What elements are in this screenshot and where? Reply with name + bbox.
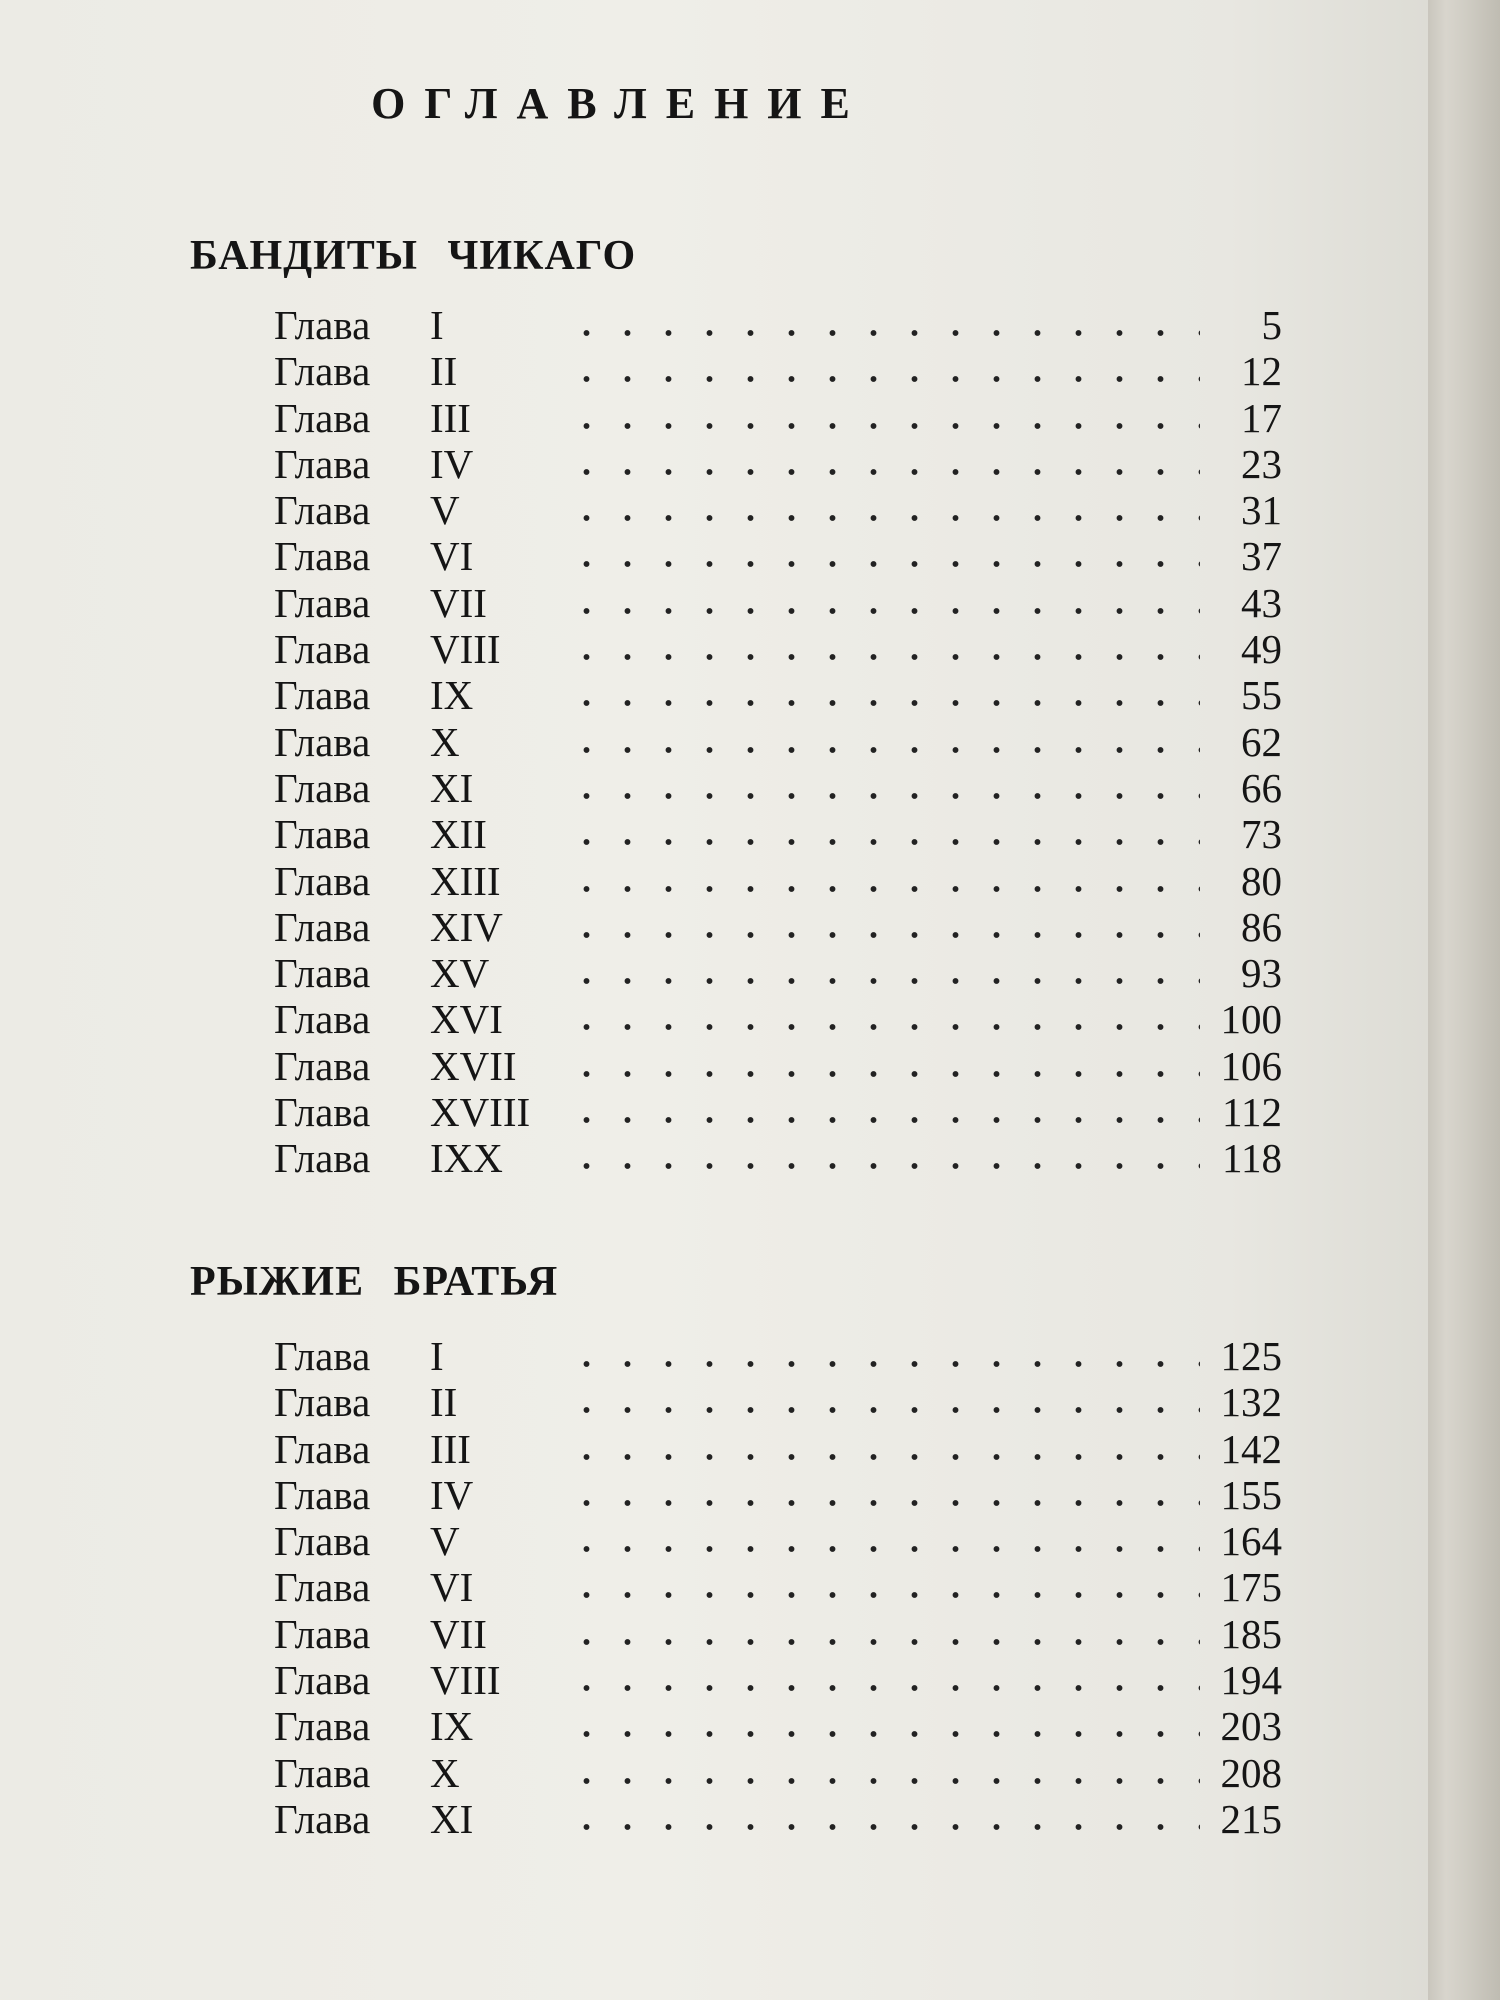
- chapter-label: Глава: [274, 1333, 371, 1379]
- toc-entry: [274, 719, 1282, 765]
- chapter-numeral: X: [430, 1749, 460, 1796]
- page-number: 23: [1241, 440, 1282, 487]
- chapter-numeral: III: [430, 394, 471, 441]
- chapter-numeral: XII: [430, 811, 487, 858]
- dot-leader: [566, 1360, 1200, 1368]
- page-number: 66: [1241, 764, 1282, 811]
- chapter-numeral: IV: [430, 1471, 474, 1518]
- dot-leader: [566, 1777, 1200, 1785]
- toc-entry: [274, 1379, 1282, 1425]
- chapter-label: Глава: [274, 1749, 371, 1796]
- chapter-label: Глава: [274, 1610, 371, 1657]
- toc-entry: [274, 626, 1282, 672]
- chapter-numeral: XVIII: [430, 1089, 531, 1136]
- chapter-label: Глава: [274, 1795, 371, 1842]
- dot-leader: [566, 1070, 1200, 1078]
- chapter-numeral: XVII: [430, 1042, 517, 1089]
- page-number: 93: [1241, 950, 1282, 997]
- toc-entry: [274, 533, 1282, 579]
- dot-leader: [566, 1453, 1200, 1461]
- toc-entry: [274, 1611, 1282, 1657]
- toc-entry: [274, 996, 1282, 1042]
- chapter-numeral: III: [430, 1425, 471, 1472]
- chapter-numeral: XI: [430, 1795, 474, 1842]
- chapter-numeral: XVI: [430, 996, 503, 1043]
- dot-leader: [566, 746, 1200, 754]
- page-number: 215: [1220, 1795, 1282, 1842]
- toc-entry: [274, 1135, 1282, 1181]
- chapter-label: Глава: [274, 1425, 371, 1472]
- page-number: 73: [1241, 811, 1282, 858]
- chapter-label: Глава: [274, 1471, 371, 1518]
- dot-leader: [566, 1162, 1200, 1170]
- dot-leader: [566, 607, 1200, 615]
- section-title: БАНДИТЫ ЧИКАГО: [190, 233, 637, 279]
- chapter-numeral: XI: [430, 764, 474, 811]
- page-number: 80: [1241, 857, 1282, 904]
- page-number: 37: [1241, 533, 1282, 580]
- chapter-numeral: IX: [430, 672, 474, 719]
- toc-entry: [274, 1796, 1282, 1842]
- page-number: 118: [1222, 1135, 1282, 1182]
- dot-leader: [566, 560, 1200, 568]
- toc-entry: [274, 395, 1282, 441]
- toc-entry: [274, 950, 1282, 996]
- page-number: 100: [1220, 996, 1282, 1043]
- chapter-numeral: VIII: [430, 626, 501, 673]
- toc-entry: [274, 1518, 1282, 1564]
- dot-leader: [566, 1406, 1200, 1414]
- chapter-numeral: VI: [430, 533, 474, 580]
- page-number: 132: [1220, 1379, 1282, 1426]
- toc-entry: [274, 580, 1282, 626]
- dot-leader: [566, 931, 1200, 939]
- toc-entry: [274, 672, 1282, 718]
- dot-leader: [566, 1499, 1200, 1507]
- dot-leader: [566, 1823, 1200, 1831]
- toc-entry: [274, 1426, 1282, 1472]
- chapter-label: Глава: [274, 302, 371, 348]
- dot-leader: [566, 1023, 1200, 1031]
- chapter-numeral: XIII: [430, 857, 501, 904]
- chapter-numeral: X: [430, 718, 460, 765]
- chapter-label: Глава: [274, 533, 371, 580]
- page-number: 164: [1220, 1518, 1282, 1565]
- chapter-numeral: IV: [430, 440, 474, 487]
- page-number: 142: [1220, 1425, 1282, 1472]
- chapter-label: Глава: [274, 1703, 371, 1750]
- dot-leader: [566, 885, 1200, 893]
- chapter-label: Глава: [274, 579, 371, 626]
- page-number: 106: [1220, 1042, 1282, 1089]
- dot-leader: [566, 653, 1200, 661]
- page-number: 43: [1241, 579, 1282, 626]
- toc-entry: [274, 811, 1282, 857]
- toc-entry: [274, 1703, 1282, 1749]
- page-number: 112: [1222, 1089, 1282, 1136]
- chapter-numeral: VII: [430, 579, 487, 626]
- section-title: РЫЖИЕ БРАТЬЯ: [190, 1259, 559, 1305]
- dot-leader: [566, 699, 1200, 707]
- dot-leader: [566, 514, 1200, 522]
- page-number: 155: [1220, 1471, 1282, 1518]
- toc-entry: [274, 487, 1282, 533]
- toc-entry: [274, 1089, 1282, 1135]
- dot-leader: [566, 1730, 1200, 1738]
- dot-leader: [566, 329, 1200, 337]
- chapter-label: Глава: [274, 672, 371, 719]
- chapter-label: Глава: [274, 903, 371, 950]
- page-number: 5: [1261, 302, 1282, 348]
- page-number: 17: [1241, 394, 1282, 441]
- dot-leader: [566, 468, 1200, 476]
- chapter-label: Глава: [274, 811, 371, 858]
- chapter-numeral: VII: [430, 1610, 487, 1657]
- chapter-numeral: XIV: [430, 903, 503, 950]
- chapter-label: Глава: [274, 394, 371, 441]
- page-edge: [1428, 0, 1500, 2000]
- chapter-numeral: IX: [430, 1703, 474, 1750]
- dot-leader: [566, 1684, 1200, 1692]
- chapter-label: Глава: [274, 1657, 371, 1704]
- chapter-numeral: I: [430, 302, 444, 348]
- chapter-numeral: VI: [430, 1564, 474, 1611]
- dot-leader: [566, 375, 1200, 383]
- chapter-numeral: I: [430, 1333, 444, 1379]
- dot-leader: [566, 838, 1200, 846]
- chapter-numeral: II: [430, 348, 458, 395]
- toc-entry: [274, 1472, 1282, 1518]
- dot-leader: [566, 1638, 1200, 1646]
- chapter-label: Глава: [274, 348, 371, 395]
- page-number: 203: [1220, 1703, 1282, 1750]
- page-number: 86: [1241, 903, 1282, 950]
- toc-entry: [274, 441, 1282, 487]
- chapter-list: [274, 302, 1282, 1182]
- toc-heading: ОГЛАВЛЕНИЕ: [371, 79, 869, 128]
- page-number: 62: [1241, 718, 1282, 765]
- toc-entry: [274, 1657, 1282, 1703]
- chapter-label: Глава: [274, 1135, 371, 1182]
- dot-leader: [566, 422, 1200, 430]
- dot-leader: [566, 1116, 1200, 1124]
- page-number: 175: [1220, 1564, 1282, 1611]
- chapter-numeral: VIII: [430, 1657, 501, 1704]
- chapter-numeral: II: [430, 1379, 458, 1426]
- toc-entry: [274, 765, 1282, 811]
- toc-entry: [274, 302, 1282, 348]
- dot-leader: [566, 1545, 1200, 1553]
- chapter-list: [274, 1333, 1282, 1842]
- page-number: 55: [1241, 672, 1282, 719]
- page-number: 125: [1220, 1333, 1282, 1379]
- chapter-numeral: V: [430, 1518, 460, 1565]
- toc-entry: [274, 904, 1282, 950]
- page-number: 208: [1220, 1749, 1282, 1796]
- chapter-label: Глава: [274, 1564, 371, 1611]
- chapter-label: Глава: [274, 1042, 371, 1089]
- page-number: 12: [1241, 348, 1282, 395]
- chapter-label: Глава: [274, 626, 371, 673]
- dot-leader: [566, 977, 1200, 985]
- chapter-label: Глава: [274, 718, 371, 765]
- toc-entry: [274, 858, 1282, 904]
- chapter-label: Глава: [274, 1518, 371, 1565]
- page-number: 31: [1241, 487, 1282, 534]
- toc-entry: [274, 348, 1282, 394]
- chapter-label: Глава: [274, 487, 371, 534]
- chapter-numeral: XV: [430, 950, 490, 997]
- page-number: 185: [1220, 1610, 1282, 1657]
- chapter-label: Глава: [274, 950, 371, 997]
- dot-leader: [566, 1591, 1200, 1599]
- chapter-label: Глава: [274, 996, 371, 1043]
- toc-entry: [274, 1043, 1282, 1089]
- toc-entry: [274, 1750, 1282, 1796]
- page-number: 194: [1220, 1657, 1282, 1704]
- chapter-label: Глава: [274, 1089, 371, 1136]
- chapter-numeral: V: [430, 487, 460, 534]
- chapter-label: Глава: [274, 1379, 371, 1426]
- toc-entry: [274, 1564, 1282, 1610]
- page-number: 49: [1241, 626, 1282, 673]
- chapter-label: Глава: [274, 440, 371, 487]
- chapter-numeral: IXX: [430, 1135, 503, 1182]
- chapter-label: Глава: [274, 764, 371, 811]
- dot-leader: [566, 792, 1200, 800]
- toc-entry: [274, 1333, 1282, 1379]
- chapter-label: Глава: [274, 857, 371, 904]
